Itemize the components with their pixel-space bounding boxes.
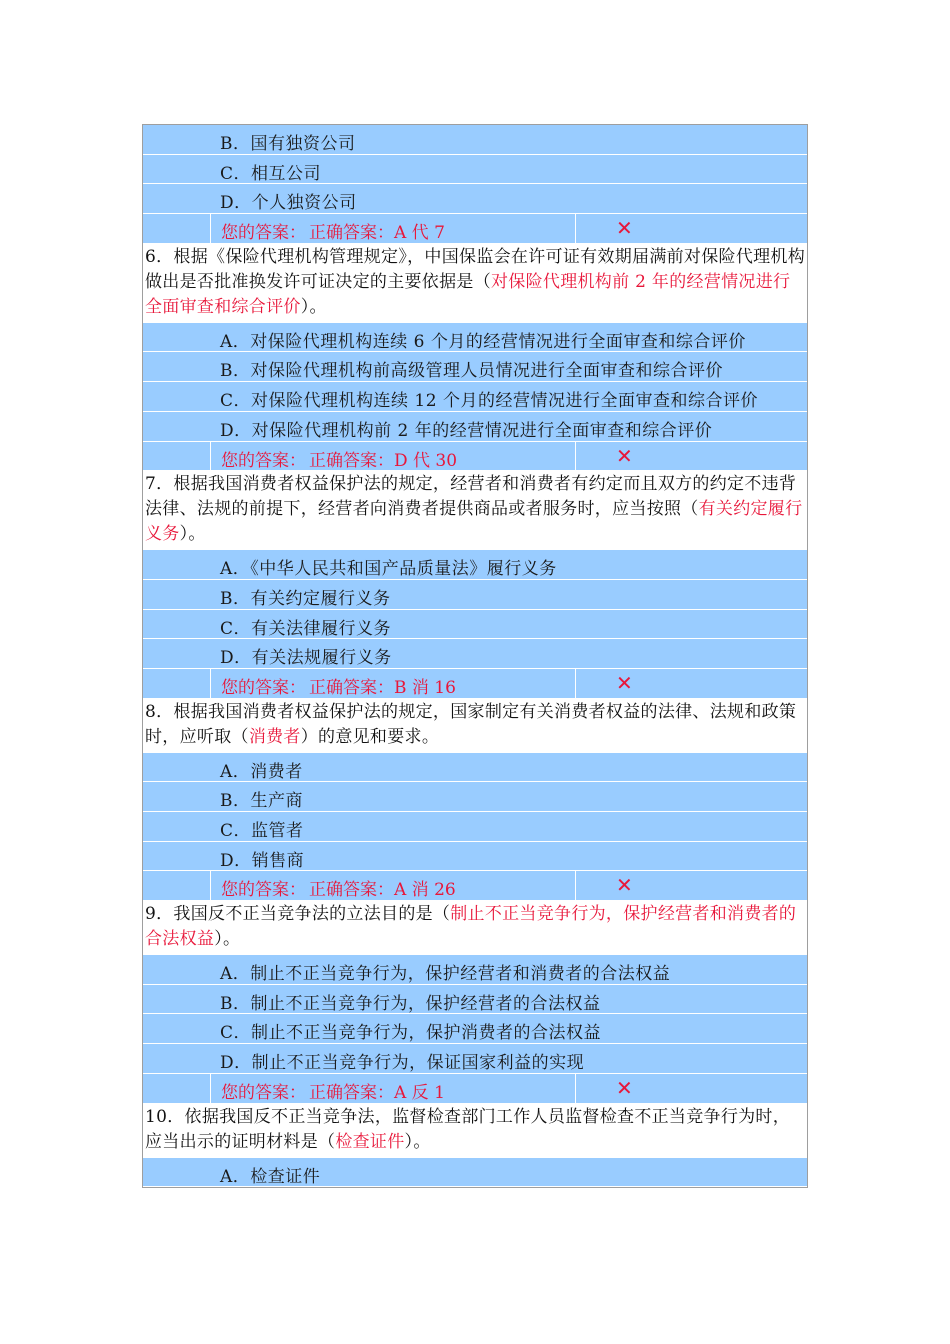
option-row — [143, 550, 807, 580]
option-text: B．有关约定履行义务 — [220, 588, 391, 609]
option-text: C．对保险代理机构连续 12 个月的经营情况进行全面审查和综合评价 — [220, 391, 758, 412]
option-text: B．制止不正当竞争行为，保护经营者的合法权益 — [220, 993, 601, 1014]
option-row — [143, 323, 807, 353]
wrong-icon: ✕ — [616, 1075, 633, 1100]
question-6: 6．根据《保险代理机构管理规定》，中国保监会在许可证有效期届满前对保险代理机构做出是否批准换发许可证决定的主要依据是（对保险代理机构前 2 年的经营情况进行全面审查和综合评价）。 — [143, 244, 807, 323]
correct-answer: 正确答案：D 代 30 — [309, 450, 458, 471]
option-text: D．制止不正当竞争行为，保证国家利益的实现 — [220, 1053, 585, 1074]
your-answer-label: 您的答案： — [221, 223, 306, 244]
option-row — [143, 985, 807, 1015]
option-text: A．制止不正当竞争行为，保护经营者和消费者的合法权益 — [220, 964, 671, 985]
option-row — [143, 782, 807, 812]
option-text: D．对保险代理机构前 2 年的经营情况进行全面审查和综合评价 — [220, 420, 713, 441]
option-row — [143, 184, 807, 214]
option-row — [143, 412, 807, 442]
answer-row — [143, 669, 807, 699]
option-row — [143, 382, 807, 412]
your-answer-label: 您的答案： — [221, 450, 306, 471]
wrong-icon: ✕ — [616, 443, 633, 468]
correct-answer: 正确答案：A 代 7 — [309, 223, 445, 244]
option-row — [143, 580, 807, 610]
option-text: C．有关法律履行义务 — [220, 618, 392, 639]
answer-row — [143, 1074, 807, 1104]
question-8: 8．根据我国消费者权益保护法的规定，国家制定有关消费者权益的法律、法规和政策时，应听取（消费者）的意见和要求。 — [143, 699, 807, 753]
option-text: D．个人独资公司 — [220, 193, 357, 214]
option-text: D．销售商 — [220, 850, 305, 871]
option-row — [143, 1158, 807, 1188]
option-text: A．消费者 — [220, 761, 303, 782]
option-text: B．生产商 — [220, 791, 303, 812]
answer-row — [143, 214, 807, 244]
option-text: A．检查证件 — [220, 1166, 321, 1187]
highlighted-answer: 对保险代理机构前 2 年的经营情况进行全面审查和综合评价 — [145, 271, 791, 317]
option-text: A．《中华人民共和国产品质量法》履行义务 — [220, 559, 557, 580]
wrong-icon: ✕ — [616, 873, 633, 898]
your-answer-label: 您的答案： — [221, 677, 306, 698]
option-row — [143, 610, 807, 640]
question-9: 9．我国反不正当竞争法的立法目的是（制止不正当竞争行为，保护经营者和消费者的合法权益）。 — [143, 901, 807, 955]
highlighted-answer: 有关约定履行义务 — [145, 499, 803, 545]
question-7: 7．根据我国消费者权益保护法的规定，经营者和消费者有约定而且双方的约定不违背法律、法规的前提下，经营者向消费者提供商品或者服务时，应当按照（有关约定履行义务）。 — [143, 471, 807, 550]
option-row — [143, 753, 807, 783]
option-row — [143, 639, 807, 669]
option-row — [143, 842, 807, 872]
highlighted-answer: 消费者 — [248, 726, 301, 747]
option-row — [143, 1014, 807, 1044]
option-row — [143, 1044, 807, 1074]
option-row — [143, 352, 807, 382]
correct-answer: 正确答案：A 反 1 — [309, 1082, 445, 1103]
option-row — [143, 125, 807, 155]
your-answer-label: 您的答案： — [221, 880, 306, 901]
option-text: C．相互公司 — [220, 163, 322, 184]
option-text: C．监管者 — [220, 821, 304, 841]
question-10: 10．依据我国反不正当竞争法，监督检查部门工作人员监督检查不正当竞争行为时，应当出示的证明材料是（检查证件）。 — [143, 1104, 807, 1158]
option-text: A．对保险代理机构连续 6 个月的经营情况进行全面审查和综合评价 — [220, 331, 746, 352]
quiz-review-table — [142, 124, 808, 1188]
highlighted-answer: 制止不正当竞争行为，保护经营者和消费者的合法权益 — [145, 904, 797, 950]
correct-answer: 正确答案：A 消 26 — [309, 880, 456, 901]
wrong-icon: ✕ — [616, 670, 633, 695]
option-row — [143, 955, 807, 985]
option-row — [143, 812, 807, 842]
option-text: C．制止不正当竞争行为，保护消费者的合法权益 — [220, 1023, 602, 1044]
option-text: B．国有独资公司 — [220, 134, 356, 154]
answer-row — [143, 871, 807, 901]
option-text: D．有关法规履行义务 — [220, 648, 392, 669]
your-answer-label: 您的答案： — [221, 1082, 306, 1103]
option-text: B．对保险代理机构前高级管理人员情况进行全面审查和综合评价 — [220, 361, 723, 382]
answer-row — [143, 442, 807, 472]
correct-answer: 正确答案：B 消 16 — [309, 677, 456, 698]
option-row — [143, 155, 807, 185]
wrong-icon: ✕ — [616, 216, 633, 241]
highlighted-answer: 检查证件 — [335, 1131, 405, 1152]
